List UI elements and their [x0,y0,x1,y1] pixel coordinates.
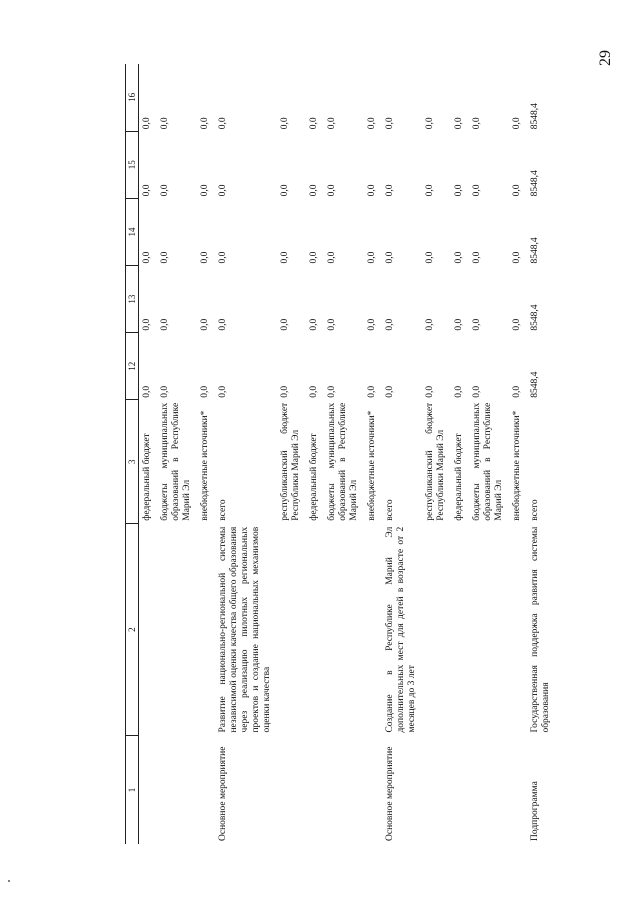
value-cell: 0,0 [142,385,152,398]
row-description-cell [364,524,382,736]
value-cell: 0,0 [367,385,377,398]
value-cell: 0,0 [367,184,377,197]
value-cell: 0,0 [280,117,290,130]
funding-source-cell: бюджеты муниципальных образований в Республике Марий Эл [160,402,192,521]
value-cell: 0,0 [367,251,377,264]
row-type-cell [364,736,382,844]
value-cell: 0,0 [512,117,522,130]
value-cell: 0,0 [280,184,290,197]
value-cell: 8548,4 [530,103,540,130]
value-cell: 0,0 [142,184,152,197]
row-type-cell [157,736,197,844]
value-cell: 0,0 [425,117,435,130]
value-cell: 0,0 [367,117,377,130]
value-cell: 0,0 [512,385,522,398]
row-description-cell [139,524,158,736]
value-cell: 0,0 [200,385,210,398]
value-cell: 0,0 [280,251,290,264]
value-cell: 8548,4 [530,170,540,197]
funding-source-cell: внебюджетные источники* [512,410,522,521]
value-cell: 0,0 [472,385,482,398]
value-cell: 0,0 [385,184,395,197]
row-description-cell [277,524,306,736]
row-description-cell [469,524,509,736]
table-body [139,64,557,844]
funding-source-cell: бюджеты муниципальных образований в Республике Марий Эл [327,402,359,521]
row-description-cell [324,524,364,736]
row-description-cell [451,524,469,736]
value-cell: 0,0 [385,117,395,130]
table-row [527,64,556,844]
header-cell: 3 [126,400,139,524]
value-cell: 0,0 [454,385,464,398]
value-cell: 0,0 [327,117,337,130]
row-description-cell: Создание в Республике Марий Эл дополнительных мест для детей в возрасте от 2 месяцев до 3 лет [385,526,417,733]
value-cell: 0,0 [218,184,228,197]
value-cell: 0,0 [425,184,435,197]
header-cell: 14 [126,198,139,265]
value-cell: 0,0 [472,184,482,197]
table-row [277,64,306,844]
value-cell: 0,0 [454,251,464,264]
row-type-cell [139,736,158,844]
funding-source-cell: республиканский бюджет Республики Марий Эл [280,402,301,521]
row-type-cell [509,736,527,844]
value-cell: 0,0 [309,184,319,197]
row-description-cell [306,524,324,736]
value-cell: 0,0 [367,318,377,331]
value-cell: 0,0 [472,117,482,130]
value-cell: 0,0 [200,251,210,264]
funding-source-cell: республиканский бюджет Республики Марий Эл [425,402,446,521]
value-cell: 0,0 [327,184,337,197]
value-cell: 0,0 [454,318,464,331]
value-cell: 0,0 [218,251,228,264]
value-cell: 0,0 [472,318,482,331]
funding-source-cell: федеральный бюджет [309,433,319,521]
row-type-cell: Подпрограмма [530,781,540,841]
value-cell: 0,0 [425,251,435,264]
value-cell: 0,0 [385,385,395,398]
rotated-table-container [125,64,605,844]
row-description-cell [422,524,451,736]
funding-source-cell: всего [218,499,228,521]
value-cell: 0,0 [309,117,319,130]
value-cell: 0,0 [200,318,210,331]
header-cell: 13 [126,266,139,333]
header-cell: 16 [126,64,139,131]
row-type-cell [277,736,306,844]
value-cell: 0,0 [200,184,210,197]
row-type-cell [306,736,324,844]
scan-speck [8,880,10,882]
value-cell: 0,0 [309,318,319,331]
value-cell: 0,0 [425,318,435,331]
row-description-cell [157,524,197,736]
value-cell: 0,0 [160,385,170,398]
value-cell: 0,0 [472,251,482,264]
row-description-cell [509,524,527,736]
table-row [382,64,422,844]
page-number: 29 [597,50,614,66]
value-cell: 0,0 [385,318,395,331]
value-cell: 0,0 [280,318,290,331]
table-row [509,64,527,844]
table-row [469,64,509,844]
value-cell: 0,0 [309,385,319,398]
value-cell: 0,0 [218,318,228,331]
header-row [126,64,139,844]
value-cell: 0,0 [218,385,228,398]
row-type-cell [324,736,364,844]
value-cell: 8548,4 [530,237,540,264]
row-description-cell: Государственная поддержка развития системы образования [530,526,551,733]
value-cell: 8548,4 [530,304,540,331]
table-row [422,64,451,844]
table-row [306,64,324,844]
budget-table [125,64,556,844]
row-type-cell [422,736,451,844]
header-cell: 12 [126,333,139,400]
table-row [215,64,277,844]
funding-source-cell: федеральный бюджет [142,433,152,521]
value-cell: 0,0 [327,385,337,398]
value-cell: 0,0 [327,318,337,331]
value-cell: 0,0 [512,184,522,197]
value-cell: 0,0 [454,184,464,197]
header-cell: 15 [126,131,139,198]
value-cell: 8548,4 [530,371,540,398]
value-cell: 0,0 [512,251,522,264]
value-cell: 0,0 [512,318,522,331]
table-row [364,64,382,844]
row-type-cell [451,736,469,844]
row-type-cell [469,736,509,844]
value-cell: 0,0 [142,318,152,331]
header-cell: 2 [126,524,139,736]
value-cell: 0,0 [385,251,395,264]
value-cell: 0,0 [280,385,290,398]
value-cell: 0,0 [218,117,228,130]
funding-source-cell: федеральный бюджет [454,433,464,521]
value-cell: 0,0 [142,117,152,130]
funding-source-cell: всего [385,499,395,521]
table-row [197,64,215,844]
funding-source-cell: всего [530,499,540,521]
funding-source-cell: внебюджетные источники* [200,410,210,521]
value-cell: 0,0 [160,251,170,264]
table-row [139,64,158,844]
row-description-cell: Развитие национально-региональной системы независимой оценки качества общего образования через реализацию пилотных региональных проектов и создание национальных механизмов оценки качества [218,526,272,733]
value-cell: 0,0 [309,251,319,264]
table-row [324,64,364,844]
value-cell: 0,0 [454,117,464,130]
value-cell: 0,0 [142,251,152,264]
row-type-cell: Основное мероприятие [385,746,395,841]
funding-source-cell: внебюджетные источники* [367,410,377,521]
value-cell: 0,0 [160,184,170,197]
row-type-cell: Основное мероприятие [218,746,228,841]
value-cell: 0,0 [327,251,337,264]
value-cell: 0,0 [160,117,170,130]
row-description-cell [197,524,215,736]
header-cell: 1 [126,736,139,844]
table-row [157,64,197,844]
row-type-cell [197,736,215,844]
table-row [451,64,469,844]
value-cell: 0,0 [200,117,210,130]
value-cell: 0,0 [160,318,170,331]
value-cell: 0,0 [425,385,435,398]
funding-source-cell: бюджеты муниципальных образований в Республике Марий Эл [472,402,504,521]
